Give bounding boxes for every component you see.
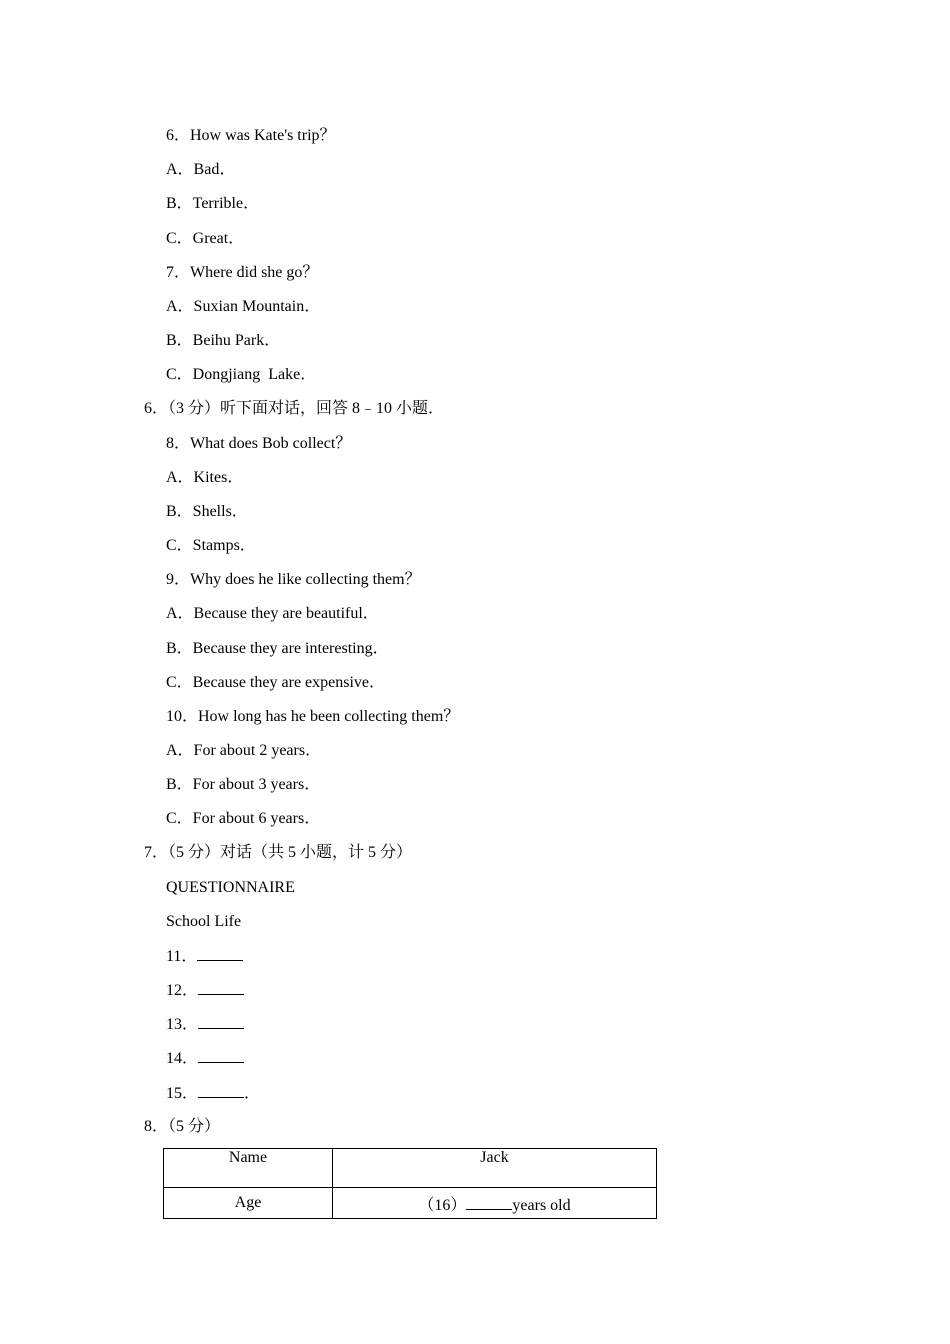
q9-option-b[interactable]: B．Because they are interesting． (166, 640, 389, 657)
item-14 (166, 1048, 244, 1069)
q9-option-a[interactable]: A．Because they are beautiful． (166, 605, 379, 622)
question-6: 6．How was Kate's trip？ (166, 127, 336, 144)
q6-option-b[interactable]: B．Terrible． (166, 195, 260, 212)
q7-option-c[interactable]: C．Dongjiang Lake． (166, 366, 317, 383)
item-13-number: 13． (166, 1016, 199, 1033)
item-15-number: 15． (166, 1085, 199, 1102)
age-value-cell (333, 1188, 657, 1219)
q6-option-c[interactable]: C．Great． (166, 230, 245, 247)
question-9: 9．Why does he like collecting them？ (166, 571, 421, 588)
q8-option-b[interactable]: B．Shells． (166, 503, 248, 520)
answer-blank-16[interactable] (466, 1195, 512, 1210)
answer-blank-13[interactable] (198, 1014, 244, 1029)
age-label-cell: Age (164, 1188, 333, 1219)
answer-blank-12[interactable] (198, 980, 244, 995)
q7-option-b[interactable]: B．Beihu Park． (166, 332, 281, 349)
question-7: 7．Where did she go？ (166, 264, 319, 281)
info-table (163, 1148, 657, 1219)
item-12-number: 12． (166, 982, 199, 999)
q10-option-c[interactable]: C．For about 6 years． (166, 810, 321, 827)
answer-blank-11[interactable] (197, 946, 243, 961)
q9-option-c[interactable]: C．Because they are expensive． (166, 674, 386, 691)
questionnaire-title: QUESTIONNAIRE (166, 879, 295, 896)
table-row (164, 1188, 657, 1219)
q8-option-a[interactable]: A．Kites． (166, 469, 244, 486)
name-value-cell: Jack (333, 1149, 657, 1188)
answer-blank-15[interactable] (198, 1083, 244, 1098)
name-label-cell: Name (164, 1149, 333, 1188)
q8-option-c[interactable]: C．Stamps． (166, 537, 256, 554)
question-10: 10．How long has he been collecting them？ (166, 708, 460, 725)
item-14-number: 14． (166, 1050, 199, 1067)
q10-option-b[interactable]: B．For about 3 years． (166, 776, 321, 793)
age-blank-prefix: （16） (418, 1196, 467, 1214)
item-12 (166, 980, 244, 1001)
item-13 (166, 1014, 244, 1035)
q7-option-a[interactable]: A．Suxian Mountain． (166, 298, 321, 315)
questionnaire-subtitle: School Life (166, 913, 242, 930)
item-15-period: ． (244, 1085, 261, 1102)
section-8-header: 8．（5 分） (144, 1118, 221, 1135)
answer-blank-14[interactable] (198, 1048, 244, 1063)
item-11-number: 11． (166, 948, 198, 965)
table-row (164, 1149, 657, 1188)
q10-option-a[interactable]: A．For about 2 years． (166, 742, 322, 759)
section-6-header: 6．（3 分）听下面对话，回答 8﹣10 小题． (144, 400, 445, 417)
section-7-header: 7．（5 分）对话（共 5 小题，计 5 分） (144, 844, 413, 861)
age-unit: years old (512, 1196, 571, 1214)
item-11 (166, 946, 243, 967)
question-8: 8．What does Bob collect？ (166, 435, 352, 452)
q6-option-a[interactable]: A．Bad． (166, 161, 236, 178)
item-15 (166, 1083, 260, 1104)
